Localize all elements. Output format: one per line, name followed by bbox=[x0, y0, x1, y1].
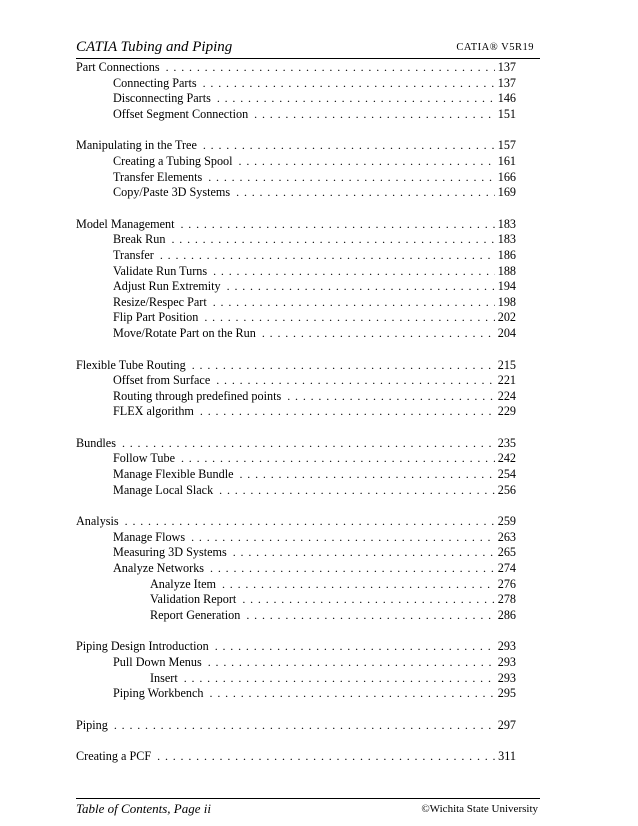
toc-leader-dots bbox=[204, 310, 494, 325]
toc-leader-dots bbox=[181, 451, 495, 466]
toc-entry[interactable] bbox=[76, 451, 516, 467]
toc-entry[interactable] bbox=[76, 60, 516, 76]
toc-entry-page: 169 bbox=[497, 185, 516, 200]
toc-entry-label: Transfer Elements bbox=[113, 169, 203, 184]
toc-entry-label: Manage Flexible Bundle bbox=[113, 467, 234, 482]
toc-entry-label: Flip Part Position bbox=[113, 310, 199, 325]
toc-entry-label: Break Run bbox=[113, 232, 166, 247]
toc-leader-dots bbox=[181, 217, 495, 232]
toc-leader-dots bbox=[203, 138, 495, 153]
toc-entry-label: Pull Down Menus bbox=[113, 655, 202, 669]
toc-leader-dots bbox=[216, 373, 494, 388]
toc-leader-dots bbox=[122, 436, 495, 451]
toc-entry[interactable] bbox=[76, 545, 516, 561]
toc-leader-dots bbox=[246, 608, 494, 623]
toc-leader-dots bbox=[240, 467, 495, 482]
toc-entry-page: 151 bbox=[497, 106, 516, 121]
toc-leader-dots bbox=[184, 671, 495, 686]
toc-entry[interactable] bbox=[76, 310, 516, 326]
toc-entry-page: 161 bbox=[497, 153, 516, 168]
toc-entry[interactable] bbox=[76, 295, 516, 311]
toc-entry-page: 146 bbox=[497, 91, 516, 106]
toc-entry-label: Part Connections bbox=[76, 60, 160, 74]
toc-entry-page: 204 bbox=[497, 325, 516, 340]
toc-entry-page: 186 bbox=[497, 247, 516, 262]
toc-entry-label: Piping bbox=[76, 717, 108, 732]
toc-entry-label: Analyze Item bbox=[150, 576, 216, 591]
toc-leader-dots bbox=[208, 170, 494, 185]
toc-entry-page: 166 bbox=[497, 169, 516, 184]
header-version: CATIA® V5R19 bbox=[456, 42, 534, 53]
toc-entry-label: FLEX algorithm bbox=[113, 404, 194, 419]
toc-entry-label: Validate Run Turns bbox=[113, 263, 208, 278]
toc-entry-label: Analyze Networks bbox=[113, 561, 205, 576]
toc-section bbox=[76, 60, 516, 122]
toc-entry-page: 276 bbox=[497, 576, 516, 591]
toc-entry-page: 157 bbox=[497, 138, 516, 153]
toc-section bbox=[76, 436, 516, 498]
toc-entry-label: Manage Local Slack bbox=[113, 482, 214, 497]
toc-entry-label: Analysis bbox=[76, 514, 119, 529]
toc-entry[interactable] bbox=[76, 389, 516, 405]
toc-entry-label: Follow Tube bbox=[113, 451, 175, 466]
toc-entry-page: 263 bbox=[497, 529, 516, 544]
toc-entry-label: Manipulating in the Tree bbox=[76, 138, 197, 153]
toc-entry[interactable] bbox=[76, 170, 516, 186]
toc-entry-page: 293 bbox=[497, 655, 516, 669]
toc-entry-page: 224 bbox=[497, 388, 516, 403]
page-footer bbox=[76, 798, 540, 821]
toc-entry-page: 183 bbox=[497, 232, 516, 247]
toc-entry-page: 242 bbox=[497, 451, 516, 466]
toc-leader-dots bbox=[262, 326, 495, 341]
toc-entry[interactable] bbox=[76, 749, 516, 765]
toc-entry[interactable] bbox=[76, 138, 516, 154]
toc-entry[interactable] bbox=[76, 561, 516, 577]
toc-section bbox=[76, 138, 516, 200]
toc-entry-page: 295 bbox=[497, 686, 516, 701]
toc-entry[interactable] bbox=[76, 530, 516, 546]
toc-entry-page: 215 bbox=[497, 357, 516, 372]
toc-entry-label: Connecting Parts bbox=[113, 75, 197, 90]
toc-leader-dots bbox=[171, 232, 494, 247]
toc-entry-label: Bundles bbox=[76, 435, 116, 450]
toc-entry[interactable] bbox=[76, 232, 516, 248]
toc-entry[interactable] bbox=[76, 671, 516, 687]
toc-entry-label: Copy/Paste 3D Systems bbox=[113, 185, 231, 200]
toc-entry[interactable] bbox=[76, 326, 516, 342]
toc-entry[interactable] bbox=[76, 91, 516, 107]
toc-entry[interactable] bbox=[76, 185, 516, 201]
toc-leader-dots bbox=[213, 295, 495, 310]
toc-leader-dots bbox=[227, 279, 495, 294]
page-header bbox=[76, 38, 540, 59]
toc-entry-page: 229 bbox=[497, 404, 516, 419]
toc-entry[interactable] bbox=[76, 264, 516, 280]
table-of-contents bbox=[76, 60, 516, 781]
toc-entry[interactable] bbox=[76, 577, 516, 593]
toc-entry[interactable] bbox=[76, 107, 516, 123]
toc-entry-label: Transfer bbox=[113, 247, 154, 262]
toc-entry-page: 194 bbox=[497, 279, 516, 294]
toc-entry-page: 297 bbox=[497, 717, 516, 732]
toc-entry[interactable] bbox=[76, 436, 516, 452]
toc-leader-dots bbox=[157, 749, 495, 764]
toc-entry-label: Move/Rotate Part on the Run bbox=[113, 325, 256, 340]
toc-entry-page: 202 bbox=[497, 310, 516, 325]
toc-entry-label: Piping Workbench bbox=[113, 686, 204, 701]
toc-entry[interactable] bbox=[76, 248, 516, 264]
toc-leader-dots bbox=[203, 76, 495, 91]
toc-leader-dots bbox=[217, 91, 495, 106]
footer-page-label: Table of Contents, Page ii bbox=[76, 801, 211, 816]
toc-entry-page: 259 bbox=[497, 514, 516, 529]
toc-leader-dots bbox=[287, 389, 494, 404]
toc-entry-page: 183 bbox=[497, 216, 516, 231]
toc-entry-label: Measuring 3D Systems bbox=[113, 545, 227, 560]
toc-entry-label: Creating a Tubing Spool bbox=[113, 153, 233, 168]
toc-entry-label: Resize/Respec Part bbox=[113, 294, 207, 309]
toc-entry-label: Adjust Run Extremity bbox=[113, 279, 221, 294]
toc-entry-page: 293 bbox=[497, 670, 516, 685]
toc-entry-label: Insert bbox=[150, 670, 178, 685]
toc-section bbox=[76, 749, 516, 765]
toc-entry-label: Offset from Surface bbox=[113, 373, 211, 388]
toc-leader-dots bbox=[236, 185, 495, 200]
toc-entry-label: Creating a PCF bbox=[76, 749, 152, 764]
toc-section bbox=[76, 514, 516, 623]
toc-entry[interactable] bbox=[76, 154, 516, 170]
toc-entry-page: 293 bbox=[497, 639, 516, 654]
toc-entry-page: 137 bbox=[497, 75, 516, 90]
toc-leader-dots bbox=[192, 358, 495, 373]
toc-entry[interactable] bbox=[76, 467, 516, 483]
toc-entry[interactable] bbox=[76, 404, 516, 420]
toc-entry[interactable] bbox=[76, 639, 516, 655]
toc-leader-dots bbox=[239, 154, 495, 169]
toc-leader-dots bbox=[125, 514, 495, 529]
toc-entry-page: 311 bbox=[498, 749, 516, 764]
toc-entry[interactable] bbox=[76, 608, 516, 624]
toc-entry-page: 137 bbox=[497, 60, 516, 74]
toc-entry[interactable] bbox=[76, 279, 516, 295]
toc-entry-page: 198 bbox=[497, 294, 516, 309]
toc-section bbox=[76, 718, 516, 734]
toc-entry-label: Routing through predefined points bbox=[113, 388, 282, 403]
toc-entry-page: 235 bbox=[497, 435, 516, 450]
toc-entry-page: 265 bbox=[497, 545, 516, 560]
toc-entry-page: 278 bbox=[497, 592, 516, 607]
toc-leader-dots bbox=[222, 577, 495, 592]
toc-entry[interactable] bbox=[76, 655, 516, 671]
toc-leader-dots bbox=[242, 592, 494, 607]
toc-entry-page: 254 bbox=[497, 467, 516, 482]
toc-leader-dots bbox=[254, 107, 495, 122]
toc-entry-label: Flexible Tube Routing bbox=[76, 357, 186, 372]
toc-leader-dots bbox=[208, 655, 495, 670]
toc-entry-label: Validation Report bbox=[150, 592, 237, 607]
toc-entry-label: Report Generation bbox=[150, 607, 241, 622]
toc-section bbox=[76, 217, 516, 342]
toc-entry-label: Piping Design Introduction bbox=[76, 639, 209, 654]
toc-entry[interactable] bbox=[76, 592, 516, 608]
toc-entry-page: 221 bbox=[497, 373, 516, 388]
toc-leader-dots bbox=[210, 561, 495, 576]
toc-entry-page: 286 bbox=[497, 607, 516, 622]
toc-entry-page: 274 bbox=[497, 561, 516, 576]
toc-entry[interactable] bbox=[76, 76, 516, 92]
toc-leader-dots bbox=[160, 248, 495, 263]
toc-leader-dots bbox=[191, 530, 495, 545]
toc-section bbox=[76, 639, 516, 701]
toc-leader-dots bbox=[210, 686, 495, 701]
toc-entry[interactable] bbox=[76, 217, 516, 233]
toc-entry[interactable] bbox=[76, 483, 516, 499]
toc-entry-label: Model Management bbox=[76, 216, 175, 231]
toc-leader-dots bbox=[233, 545, 495, 560]
toc-section bbox=[76, 358, 516, 420]
toc-entry-label: Offset Segment Connection bbox=[113, 106, 249, 121]
toc-entry-label: Manage Flows bbox=[113, 529, 186, 544]
header-title: CATIA Tubing and Piping bbox=[76, 39, 233, 55]
toc-leader-dots bbox=[215, 639, 495, 654]
toc-entry-page: 188 bbox=[497, 263, 516, 278]
toc-leader-dots bbox=[200, 404, 495, 419]
toc-leader-dots bbox=[114, 718, 495, 733]
toc-entry[interactable] bbox=[76, 514, 516, 530]
toc-leader-dots bbox=[213, 264, 495, 279]
footer-copyright: ©Wichita State University bbox=[421, 803, 538, 815]
toc-entry-label: Disconnecting Parts bbox=[113, 91, 211, 106]
toc-entry-page: 256 bbox=[497, 482, 516, 497]
toc-leader-dots bbox=[166, 60, 495, 75]
toc-entry[interactable] bbox=[76, 373, 516, 389]
toc-entry[interactable] bbox=[76, 718, 516, 734]
toc-leader-dots bbox=[219, 483, 495, 498]
toc-entry[interactable] bbox=[76, 686, 516, 702]
toc-entry[interactable] bbox=[76, 358, 516, 374]
